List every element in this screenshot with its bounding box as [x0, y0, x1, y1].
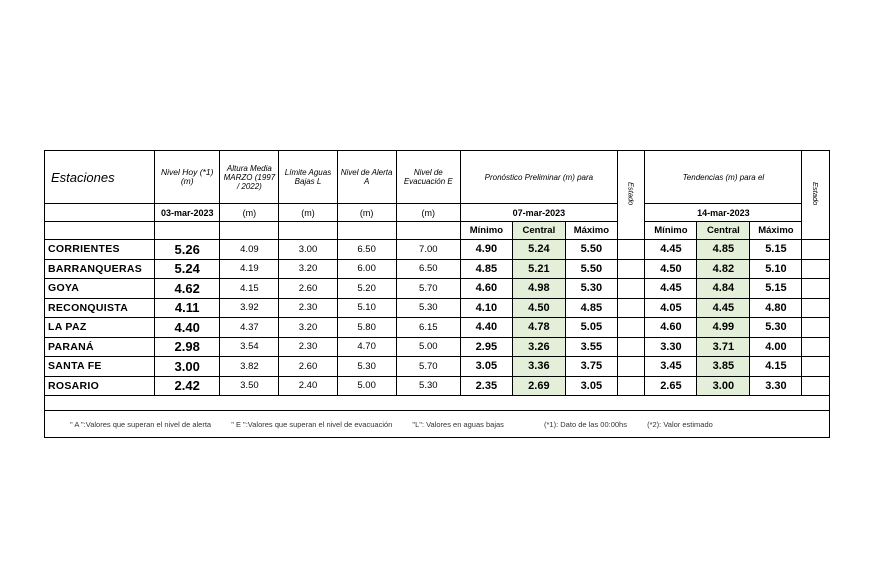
altura-media: 3.82 [220, 357, 279, 377]
fecha-tendencia: 14-mar-2023 [645, 204, 802, 222]
tendencia-maximo: 4.00 [750, 337, 802, 357]
tendencia-maximo: 5.30 [750, 318, 802, 338]
pronostico-minimo: 4.60 [460, 279, 512, 299]
station-name: BARRANQUERAS [45, 259, 155, 279]
tendencia-minimo: 4.45 [645, 279, 697, 299]
header-altura-media: Altura Media MARZO (1997 / 2022) [220, 151, 279, 204]
pronostico-maximo: 5.50 [565, 240, 617, 260]
header-estado-tendencias [802, 151, 830, 240]
station-name: LA PAZ [45, 318, 155, 338]
empty-cell [220, 222, 279, 240]
empty-cell [279, 222, 337, 240]
altura-media: 3.92 [220, 298, 279, 318]
header-tendencias: Tendencias (m) para el [645, 151, 802, 204]
table-row [45, 279, 830, 299]
nivel-evacuacion: 6.15 [396, 318, 460, 338]
nivel-evacuacion: 5.30 [396, 298, 460, 318]
minmax-header-row [45, 222, 830, 240]
pronostico-maximo: 5.50 [565, 259, 617, 279]
estado-tendencia [802, 337, 830, 357]
station-name: ROSARIO [45, 376, 155, 396]
estado-tendencia [802, 279, 830, 299]
pronostico-minimo: 2.35 [460, 376, 512, 396]
limite-aguas-bajas: 3.20 [279, 318, 337, 338]
estado-pronostico [617, 318, 645, 338]
subheader-row [45, 204, 830, 222]
table-row [45, 318, 830, 338]
notes-row [45, 411, 830, 438]
nivel-alerta: 5.80 [337, 318, 396, 338]
note-aguas-bajas: "L": Valores en aguas bajas [412, 419, 504, 429]
estado-pronostico [617, 259, 645, 279]
nivel-alerta: 5.30 [337, 357, 396, 377]
pronostico-minimo: 4.40 [460, 318, 512, 338]
empty-cell [396, 222, 460, 240]
pronostico-minimo: 3.05 [460, 357, 512, 377]
tendencia-minimo: 2.65 [645, 376, 697, 396]
col-pronostico-central: Central [512, 222, 565, 240]
limite-aguas-bajas: 3.20 [279, 259, 337, 279]
pronostico-maximo: 3.75 [565, 357, 617, 377]
unit-evacuacion: (m) [396, 204, 460, 222]
nivel-evacuacion: 5.70 [396, 279, 460, 299]
station-name: RECONQUISTA [45, 298, 155, 318]
estado-label: Estado [626, 182, 636, 206]
estado-tendencia [802, 240, 830, 260]
limite-aguas-bajas: 2.40 [279, 376, 337, 396]
note-evacuacion: " E ":Valores que superan el nivel de evacuación [231, 419, 393, 429]
estado-pronostico [617, 298, 645, 318]
altura-media: 4.09 [220, 240, 279, 260]
limite-aguas-bajas: 2.30 [279, 337, 337, 357]
table-row [45, 376, 830, 396]
blank-row [45, 396, 830, 411]
tendencia-maximo: 5.10 [750, 259, 802, 279]
estado-tendencia [802, 318, 830, 338]
tendencia-maximo: 5.15 [750, 240, 802, 260]
pronostico-minimo: 2.95 [460, 337, 512, 357]
empty-cell [45, 222, 155, 240]
nivel-hoy: 5.26 [155, 240, 220, 260]
nivel-alerta: 5.00 [337, 376, 396, 396]
header-row [45, 151, 830, 204]
estado-label: Estado [811, 182, 821, 206]
altura-media: 4.37 [220, 318, 279, 338]
pronostico-central: 4.98 [512, 279, 565, 299]
data-rows [45, 240, 830, 396]
pronostico-maximo: 4.85 [565, 298, 617, 318]
tendencia-central: 4.82 [697, 259, 750, 279]
table-row [45, 259, 830, 279]
nivel-evacuacion: 7.00 [396, 240, 460, 260]
header-nivel-hoy: Nivel Hoy (*1) (m) [155, 151, 220, 204]
pronostico-maximo: 5.05 [565, 318, 617, 338]
tendencia-maximo: 4.80 [750, 298, 802, 318]
table-row [45, 298, 830, 318]
estado-pronostico [617, 337, 645, 357]
note-estimado: (*2): Valor estimado [647, 419, 713, 429]
col-tendencia-maximo: Máximo [750, 222, 802, 240]
pronostico-central: 3.36 [512, 357, 565, 377]
altura-media: 4.19 [220, 259, 279, 279]
station-name: SANTA FE [45, 357, 155, 377]
nivel-hoy: 3.00 [155, 357, 220, 377]
pronostico-minimo: 4.90 [460, 240, 512, 260]
station-name: CORRIENTES [45, 240, 155, 260]
limite-aguas-bajas: 2.60 [279, 279, 337, 299]
nivel-evacuacion: 5.00 [396, 337, 460, 357]
table-row [45, 240, 830, 260]
pronostico-maximo: 5.30 [565, 279, 617, 299]
altura-media: 3.50 [220, 376, 279, 396]
pronostico-central: 2.69 [512, 376, 565, 396]
tendencia-central: 4.84 [697, 279, 750, 299]
col-tendencia-central: Central [697, 222, 750, 240]
limite-aguas-bajas: 2.60 [279, 357, 337, 377]
nivel-hoy: 4.62 [155, 279, 220, 299]
station-name: PARANÁ [45, 337, 155, 357]
unit-altura: (m) [220, 204, 279, 222]
header-estado-pronostico [617, 151, 645, 240]
estado-pronostico [617, 376, 645, 396]
pronostico-minimo: 4.10 [460, 298, 512, 318]
header-estaciones: Estaciones [45, 151, 155, 204]
estado-tendencia [802, 357, 830, 377]
tendencia-central: 3.71 [697, 337, 750, 357]
station-name: GOYA [45, 279, 155, 299]
pronostico-minimo: 4.85 [460, 259, 512, 279]
notes-cell [45, 411, 830, 438]
tendencia-minimo: 4.45 [645, 240, 697, 260]
tendencia-minimo: 4.05 [645, 298, 697, 318]
tendencia-central: 3.00 [697, 376, 750, 396]
nivel-hoy: 2.42 [155, 376, 220, 396]
tendencia-central: 4.45 [697, 298, 750, 318]
unit-limite: (m) [279, 204, 337, 222]
tendencia-maximo: 4.15 [750, 357, 802, 377]
blank-cell [45, 396, 830, 411]
nivel-alerta: 5.20 [337, 279, 396, 299]
tendencia-central: 4.85 [697, 240, 750, 260]
tendencia-minimo: 3.30 [645, 337, 697, 357]
header-nivel-alerta: Nivel de Alerta A [337, 151, 396, 204]
nivel-alerta: 6.50 [337, 240, 396, 260]
col-tendencia-minimo: Mínimo [645, 222, 697, 240]
river-levels-table [44, 150, 830, 438]
estado-tendencia [802, 298, 830, 318]
table-row [45, 337, 830, 357]
limite-aguas-bajas: 3.00 [279, 240, 337, 260]
altura-media: 4.15 [220, 279, 279, 299]
nivel-evacuacion: 5.30 [396, 376, 460, 396]
empty-cell [337, 222, 396, 240]
estado-tendencia [802, 259, 830, 279]
nivel-hoy: 4.11 [155, 298, 220, 318]
header-nivel-evacuacion: Nivel de Evacuación E [396, 151, 460, 204]
pronostico-maximo: 3.55 [565, 337, 617, 357]
pronostico-central: 3.26 [512, 337, 565, 357]
pronostico-central: 4.78 [512, 318, 565, 338]
fecha-hoy: 03-mar-2023 [155, 204, 220, 222]
subheader-empty [45, 204, 155, 222]
estado-pronostico [617, 279, 645, 299]
nivel-alerta: 5.10 [337, 298, 396, 318]
altura-media: 3.54 [220, 337, 279, 357]
pronostico-central: 5.24 [512, 240, 565, 260]
nivel-alerta: 4.70 [337, 337, 396, 357]
river-levels-table-container [44, 150, 830, 438]
unit-alerta: (m) [337, 204, 396, 222]
table-row [45, 357, 830, 377]
tendencia-maximo: 3.30 [750, 376, 802, 396]
note-alerta: " A ":Valores que superan el nivel de alerta [70, 419, 212, 429]
tendencia-minimo: 3.45 [645, 357, 697, 377]
col-pronostico-minimo: Mínimo [460, 222, 512, 240]
limite-aguas-bajas: 2.30 [279, 298, 337, 318]
nivel-alerta: 6.00 [337, 259, 396, 279]
pronostico-central: 4.50 [512, 298, 565, 318]
tendencia-central: 4.99 [697, 318, 750, 338]
estado-pronostico [617, 240, 645, 260]
tendencia-central: 3.85 [697, 357, 750, 377]
nivel-hoy: 4.40 [155, 318, 220, 338]
nivel-hoy: 5.24 [155, 259, 220, 279]
tendencia-minimo: 4.60 [645, 318, 697, 338]
nivel-evacuacion: 6.50 [396, 259, 460, 279]
pronostico-maximo: 3.05 [565, 376, 617, 396]
estado-pronostico [617, 357, 645, 377]
header-limite-aguas-bajas: Límite Aguas Bajas L [279, 151, 337, 204]
header-pronostico: Pronóstico Preliminar (m) para [460, 151, 617, 204]
nivel-evacuacion: 5.70 [396, 357, 460, 377]
pronostico-central: 5.21 [512, 259, 565, 279]
estado-tendencia [802, 376, 830, 396]
nivel-hoy: 2.98 [155, 337, 220, 357]
empty-cell [155, 222, 220, 240]
note-dato: (*1): Dato de las 00:00hs [544, 419, 627, 429]
tendencia-maximo: 5.15 [750, 279, 802, 299]
col-pronostico-maximo: Máximo [565, 222, 617, 240]
fecha-pronostico: 07-mar-2023 [460, 204, 617, 222]
tendencia-minimo: 4.50 [645, 259, 697, 279]
